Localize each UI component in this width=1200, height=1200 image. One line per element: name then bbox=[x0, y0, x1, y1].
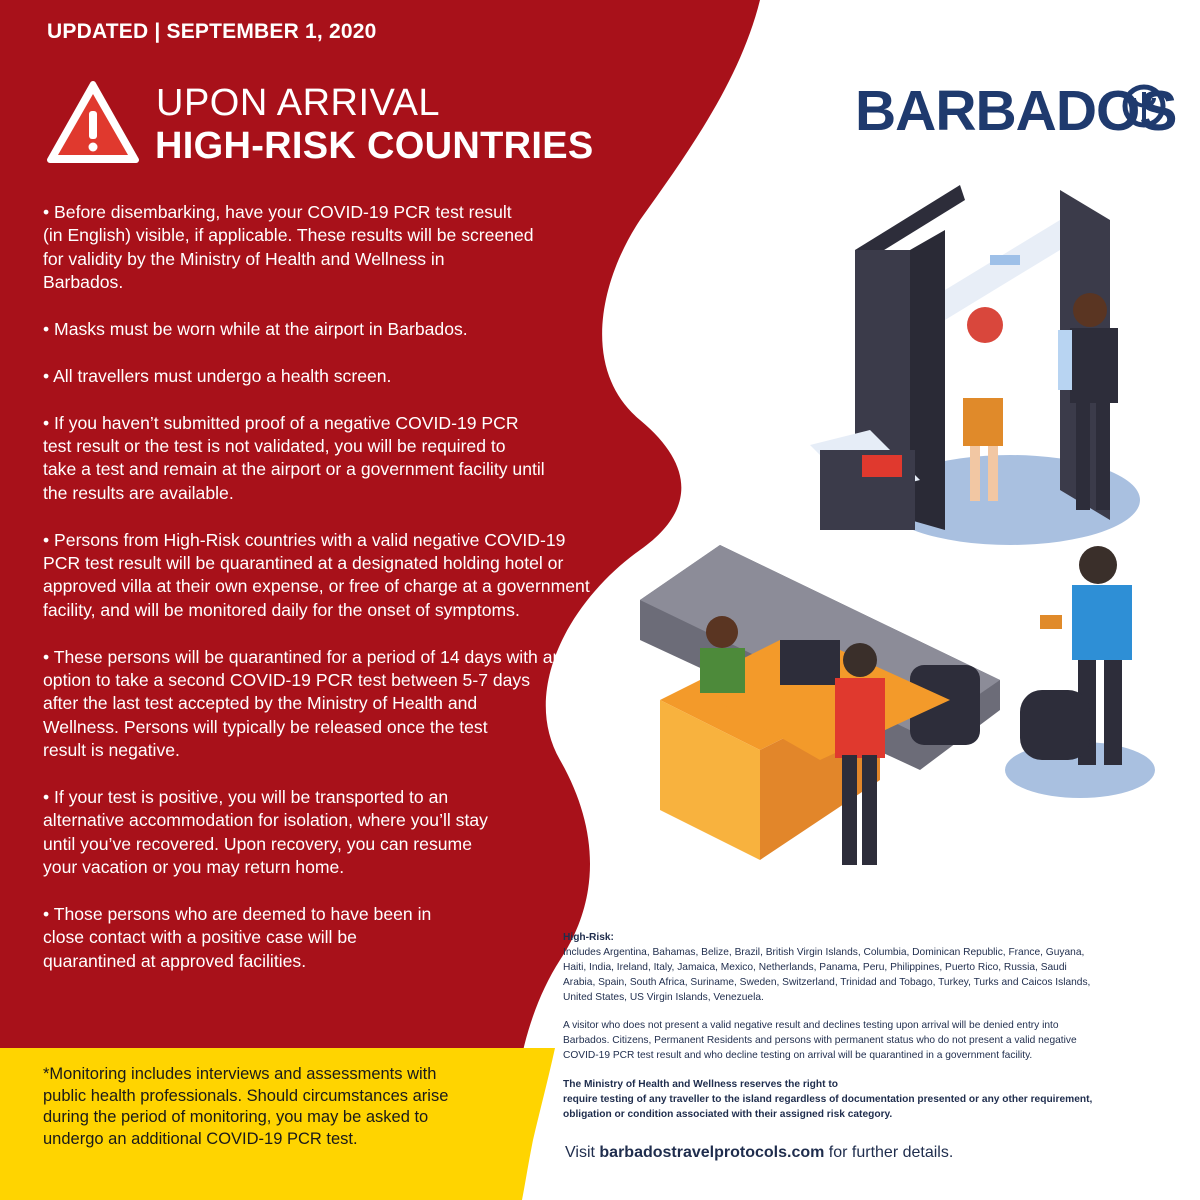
visitor-note-line: A visitor who does not present a valid negative result and declines testing upon arrival will be denied entry into bbox=[563, 1020, 1059, 1031]
footnote-line: *Monitoring includes interviews and assessments with bbox=[43, 1065, 437, 1083]
footnote-line: undergo an additional COVID-19 PCR test. bbox=[43, 1129, 358, 1148]
list-item bbox=[43, 365, 643, 388]
bullet-line: • Persons from High-Risk countries with a valid negative COVID-19 bbox=[43, 529, 566, 550]
bullet-line: alternative accommodation for isolation, where you’ll stay bbox=[43, 810, 488, 831]
list-item bbox=[43, 529, 643, 623]
high-risk-line: United States, US Virgin Islands, Venezuela. bbox=[563, 992, 764, 1003]
footnote-line: public health professionals. Should circumstances arise bbox=[43, 1086, 449, 1105]
bullet-line: option to take a second COVID-19 PCR test between 5-7 days bbox=[43, 670, 531, 691]
bullet-line: facility, and will be monitored daily for the onset of symptoms. bbox=[43, 599, 520, 620]
visit-suffix: for further details. bbox=[824, 1144, 954, 1161]
ministry-note-line: require testing of any traveller to the island regardless of documentation presented or any other requirement, bbox=[563, 1094, 1093, 1105]
bullet-line: take a test and remain at the airport or a government facility until bbox=[43, 459, 545, 480]
ministry-note-line: obligation or condition associated with their assigned risk category. bbox=[563, 1109, 893, 1120]
bullet-line: Barbados. bbox=[43, 272, 124, 293]
website-link[interactable]: barbadostravelprotocols.com bbox=[599, 1144, 825, 1161]
list-item bbox=[43, 412, 643, 506]
high-risk-line: Haiti, India, Ireland, Italy, Jamaica, Mexico, Netherlands, Panama, Peru, Philippines, Puerto Rico, Russia, Saudi bbox=[563, 962, 1067, 973]
bullet-line: • These persons will be quarantined for a period of 14 days with an bbox=[43, 646, 563, 667]
logo-text: BARBADOS bbox=[855, 79, 1177, 143]
bullet-line: quarantined at approved facilities. bbox=[43, 950, 307, 971]
page-title-line2: HIGH-RISK COUNTRIES bbox=[155, 125, 594, 167]
high-risk-section bbox=[563, 930, 1163, 1005]
ministry-note bbox=[563, 1077, 1163, 1122]
bullet-line: test result or the test is not validated, you will be required to bbox=[43, 436, 506, 457]
high-risk-line: Includes Argentina, Bahamas, Belize, Brazil, British Virgin Islands, Columbia, Dominican Republic, France, Guyana, bbox=[563, 947, 1085, 958]
visitor-note-line: COVID-19 PCR test result and who decline testing on arrival will be quarantined in a government facility. bbox=[563, 1050, 1033, 1061]
bullet-line: close contact with a positive case will be bbox=[43, 927, 357, 948]
visit-prefix: Visit bbox=[565, 1144, 600, 1161]
bullet-line: PCR test result will be quarantined at a designated holding hotel or bbox=[43, 553, 564, 574]
bullet-line: (in English) visible, if applicable. These results will be screened bbox=[43, 225, 534, 246]
bullet-line: approved villa at their own expense, or free of charge at a government bbox=[43, 576, 590, 597]
visitor-note bbox=[563, 1018, 1163, 1063]
bullet-line: the results are available. bbox=[43, 482, 234, 503]
bullet-line: until you’ve recovered. Upon recovery, you can resume bbox=[43, 833, 472, 854]
list-item bbox=[43, 201, 643, 295]
bullet-line: Wellness. Persons will typically be released once the test bbox=[43, 716, 488, 737]
trident-icon bbox=[1122, 84, 1166, 128]
bullet-line: • Masks must be worn while at the airport in Barbados. bbox=[43, 319, 468, 340]
bullet-line: • Those persons who are deemed to have been in bbox=[43, 904, 432, 925]
high-risk-heading: High-Risk: bbox=[563, 932, 614, 943]
bullet-line: after the last test accepted by the Ministry of Health and bbox=[43, 693, 478, 714]
bullet-line: • If you haven’t submitted proof of a negative COVID-19 PCR bbox=[43, 412, 519, 433]
updated-date: UPDATED | SEPTEMBER 1, 2020 bbox=[47, 20, 377, 43]
list-item bbox=[43, 646, 643, 763]
arrival-rules-list bbox=[43, 201, 643, 997]
list-item bbox=[43, 318, 643, 341]
monitoring-footnote bbox=[0, 1048, 520, 1200]
high-risk-line: Arabia, Spain, South Africa, Suriname, Sweden, Switzerland, Trinidad and Tobago, Turkey, Turks and Caicos Islands, bbox=[563, 977, 1091, 988]
visitor-note-line: Barbados. Citizens, Permanent Residents and persons with permanent status who do not present a valid negative bbox=[563, 1035, 1077, 1046]
bullet-line: result is negative. bbox=[43, 740, 180, 761]
page-title-line1: UPON ARRIVAL bbox=[156, 82, 441, 124]
list-item bbox=[43, 786, 643, 880]
visit-website-line bbox=[565, 1144, 953, 1162]
bullet-line: • If your test is positive, you will be transported to an bbox=[43, 787, 449, 808]
ministry-note-line: The Ministry of Health and Wellness reserves the right to bbox=[563, 1079, 838, 1090]
warning-triangle-icon bbox=[46, 78, 141, 168]
bullet-line: • All travellers must undergo a health screen. bbox=[43, 365, 392, 386]
bullet-line: your vacation or you may return home. bbox=[43, 857, 345, 878]
footnote-line: during the period of monitoring, you may be asked to bbox=[43, 1108, 429, 1126]
list-item bbox=[43, 903, 643, 973]
bullet-line: • Before disembarking, have your COVID-19 PCR test result bbox=[43, 202, 512, 222]
bullet-line: for validity by the Ministry of Health and Wellness in bbox=[43, 248, 445, 269]
